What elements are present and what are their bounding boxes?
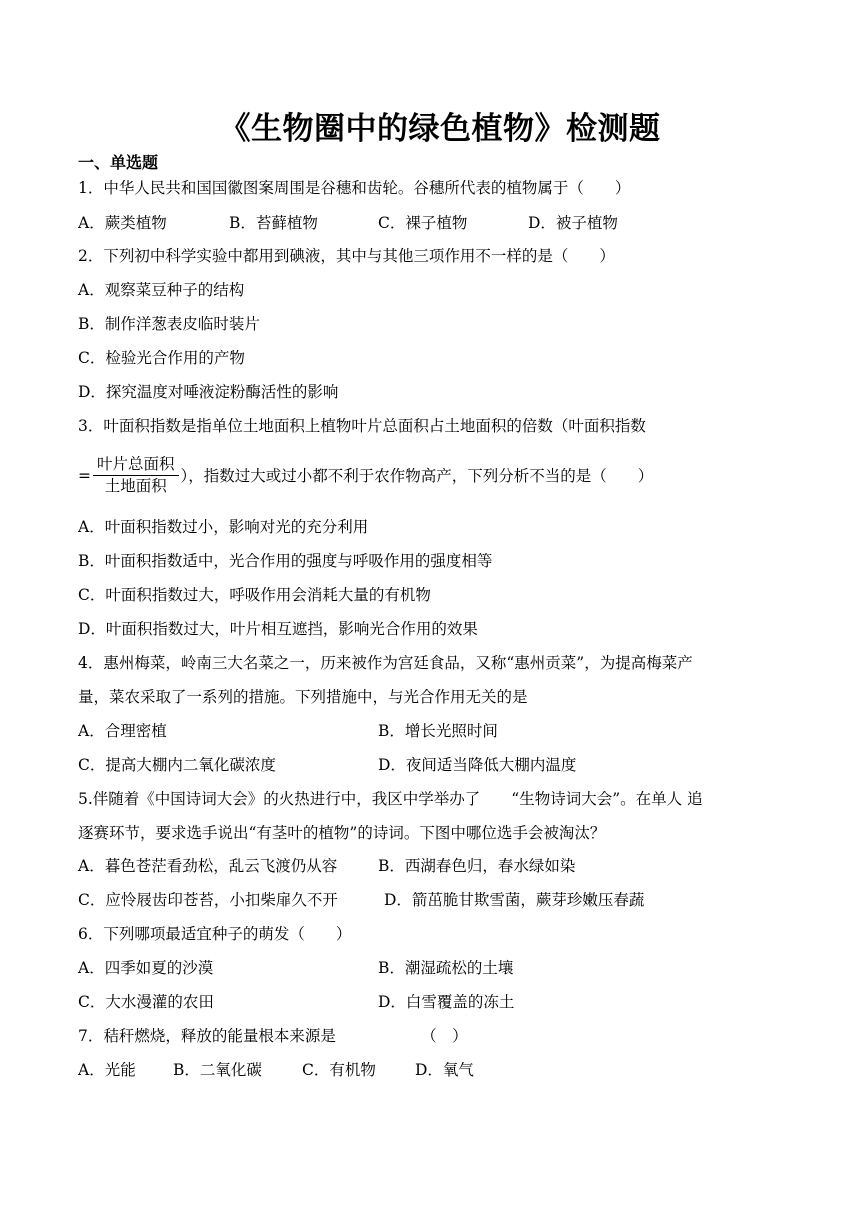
question-6-option-c: C．大水漫灌的农田	[78, 993, 214, 1011]
question-4-option-d: D．夜间适当降低大棚内温度	[378, 756, 577, 774]
question-2-option-b: B．制作洋葱表皮临时装片	[78, 315, 260, 333]
question-7-option-d: D．氧气	[415, 1061, 474, 1079]
question-3-option-a: A．叶面积指数过小，影响对光的充分利用	[78, 518, 369, 536]
question-3-option-c: C．叶面积指数过大，呼吸作用会消耗大量的有机物	[78, 586, 431, 604]
question-6-option-b: B．潮湿疏松的土壤	[378, 959, 514, 977]
fraction-numerator: 叶片总面积	[93, 455, 179, 476]
question-7-option-c: C．有机物	[302, 1061, 376, 1079]
question-7-stem: 7．秸秆燃烧，释放的能量根本来源是 （ ）	[78, 1027, 468, 1045]
question-1-option-c: C．裸子植物	[378, 214, 468, 232]
question-1-option-d: D．被子植物	[528, 214, 618, 232]
question-2-option-a: A．观察菜豆种子的结构	[78, 281, 245, 299]
question-2-stem: 2．下列初中科学实验中都用到碘液，其中与其他三项作用不一样的是（ ）	[78, 247, 615, 265]
question-4-stem-line-2: 量，菜农采取了一系列的措施。下列措施中，与光合作用无关的是	[78, 688, 528, 706]
question-3-formula-line	[78, 455, 653, 496]
question-3-option-d: D．叶面积指数过大，叶片相互遮挡，影响光合作用的效果	[78, 620, 478, 638]
question-5-stem-line-1: 5.伴随着《中国诗词大会》的火热进行中，我区中学举办了 “生物诗词大会”。在单人 追	[78, 790, 703, 808]
question-2-option-c: C．检验光合作用的产物	[78, 349, 245, 367]
equals-sign: =	[78, 466, 91, 485]
question-3-stem-line-2: ），指数过大或过小都不利于农作物高产，下列分析不当的是（ ）	[180, 466, 654, 485]
question-6-option-a: A．四季如夏的沙漠	[78, 959, 214, 977]
question-5-option-d: D．箭茁脆甘欺雪菌，蕨芽珍嫩压春蔬	[384, 891, 645, 909]
section-heading: 一、单选题	[78, 153, 159, 172]
question-1-option-a: A．蕨类植物	[78, 214, 167, 232]
question-3-stem-line-1: 3．叶面积指数是指单位土地面积上植物叶片总面积占土地面积的倍数（叶面积指数	[78, 417, 646, 435]
question-7-option-b: B．二氧化碳	[173, 1061, 262, 1079]
fraction-denominator: 土地面积	[104, 477, 167, 495]
question-3-option-b: B．叶面积指数适中，光合作用的强度与呼吸作用的强度相等	[78, 552, 493, 570]
question-6-stem: 6．下列哪项最适宜种子的萌发（ ）	[78, 925, 352, 943]
page-title: 《生物圈中的绿色植物》检测题	[219, 111, 661, 147]
question-1-stem: 1．中华人民共和国国徽图案周围是谷穗和齿轮。谷穗所代表的植物属于（ ）	[78, 179, 631, 197]
question-4-option-b: B．增长光照时间	[378, 722, 498, 740]
question-5-option-a: A．暮色苍茫看劲松，乱云飞渡仍从容	[78, 857, 338, 875]
question-4-option-c: C．提高大棚内二氧化碳浓度	[78, 756, 276, 774]
leaf-area-index-fraction	[93, 455, 179, 496]
question-4-option-a: A．合理密植	[78, 722, 167, 740]
question-2-option-d: D．探究温度对唾液淀粉酶活性的影响	[78, 383, 339, 401]
question-5-option-c: C．应怜屐齿印苍苔，小扣柴扉久不开	[78, 891, 338, 909]
question-5-stem-line-2: 逐赛环节，要求选手说出“有茎叶的植物”的诗词。下图中哪位选手会被淘汰？	[78, 824, 606, 842]
question-6-option-d: D．白雪覆盖的冻土	[378, 993, 515, 1011]
question-5-option-b: B．西湖春色归，春水绿如染	[378, 857, 576, 875]
question-4-stem-line-1: 4．惠州梅菜，岭南三大名菜之一，历来被作为宫廷食品，又称“惠州贡菜”，为提高梅菜产	[78, 654, 693, 672]
question-7-option-a: A．光能	[78, 1061, 136, 1079]
question-1-option-b: B．苔藓植物	[229, 214, 318, 232]
